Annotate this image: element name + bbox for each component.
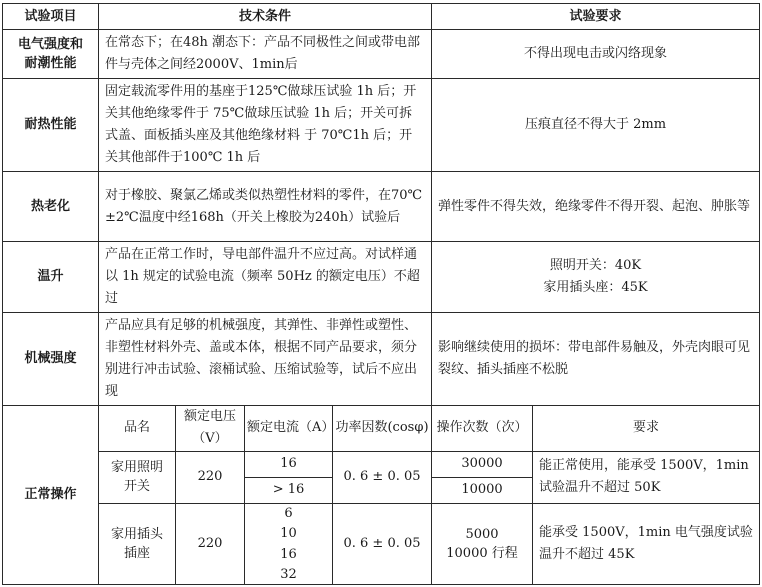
switch-current: > 16 [245,477,333,503]
table-row [3,78,760,171]
switch-voltage: 220 [176,451,245,504]
row-item: 机械强度 [3,313,99,406]
test-requirements-table [2,3,760,585]
row-item [3,30,99,79]
socket-ops-line: 10000 行程 [446,546,518,562]
socket-current: 10 [245,524,333,544]
col-voltage: 额定电压（V） [176,406,245,451]
socket-ops [432,504,533,585]
requirement-line: 家用插头座：45K [543,280,648,296]
table-row [3,242,760,313]
socket-current: 32 [245,564,333,584]
col-ops: 操作次数（次） [432,406,533,451]
row-item: 温升 [3,242,99,313]
switch-ops: 10000 [432,477,533,503]
socket-power-factor: 0. 6 ± 0. 05 [333,504,432,585]
switch-name-line: 家用照明 [110,460,163,476]
col-req: 要求 [533,406,760,451]
row-condition: 在常态下；在48h 潮态下：产品不同极性之间或带电部件与壳体之间经2000V、1min后 [99,30,432,79]
table-row [3,313,760,406]
col-current: 额定电流（A） [245,406,333,451]
row-requirement: 弹性零件不得失效，绝缘零件不得开裂、起泡、肿胀等 [432,171,760,242]
row-condition: 产品应具有足够的机械强度，其弹性、非弹性或塑性、非塑性材料外壳、盖或本体，根据不同产品要求，须分别进行冲击试验、滚桶试验、压缩试验等，试后不应出现 [99,313,432,406]
socket-name [99,504,176,585]
table-header-row [3,4,760,30]
row-requirement: 不得出现电击或闪络现象 [432,30,760,79]
switch-req: 能正常使用，能承受 1500V，1min 试验温升不超过 50K [533,451,760,504]
col-power-factor: 功率因数(cosφ) [333,406,432,451]
row-requirement: 影响继续使用的损坏：带电部件易触及，外壳肉眼可见裂纹、插头插座不松脱 [432,313,760,406]
socket-voltage: 220 [176,504,245,585]
row-requirement [432,242,760,313]
row-item-line: 电气强度和 [17,37,83,53]
socket-row [3,504,760,524]
socket-ops-line: 5000 [465,527,499,543]
row-condition: 对于橡胶、聚氯乙烯或类似热塑性材料的零件，在70℃ ±2℃温度中经168h（开关上橡胶为240h）试验后 [99,171,432,242]
header-requirement: 试验要求 [432,4,760,30]
row-condition: 固定载流零件用的基座于125℃做球压试验 1h 后；开关其他绝缘零件于 75℃做球压试验 1h 后；开关可拆式盖、面板插头座及其他绝缘材料 于 70℃1h 后；开关其他部件于100℃ 1h 后 [99,78,432,171]
table-row [3,30,760,79]
switch-name [99,451,176,504]
table-row [3,171,760,242]
requirement-line: 照明开关：40K [549,258,642,274]
socket-current: 6 [245,504,333,524]
switch-row [3,451,760,477]
row-item-line: 耐潮性能 [24,56,77,72]
switch-name-line: 开关 [123,479,150,495]
switch-power-factor: 0. 6 ± 0. 05 [333,451,432,504]
switch-ops: 30000 [432,451,533,477]
header-condition: 技术条件 [99,4,432,30]
header-item: 试验项目 [3,4,99,30]
row-item: 耐热性能 [3,78,99,171]
col-name: 品名 [99,406,176,451]
row-requirement: 压痕直径不得大于 2mm [432,78,760,171]
socket-name-line: 家用插头 [110,527,163,543]
row-condition: 产品在正常工作时，导电部件温升不应过高。对试样通以 1h 规定的试验电流（频率 50Hz 的额定电压）不超过 [99,242,432,313]
switch-current: 16 [245,451,333,477]
operation-item: 正常操作 [3,406,99,585]
socket-current: 16 [245,544,333,564]
row-item: 热老化 [3,171,99,242]
operation-subheader-row [3,406,760,451]
socket-req: 能承受 1500V，1min 电气强度试验温升不超过 45K [533,504,760,585]
socket-name-line: 插座 [123,546,150,562]
